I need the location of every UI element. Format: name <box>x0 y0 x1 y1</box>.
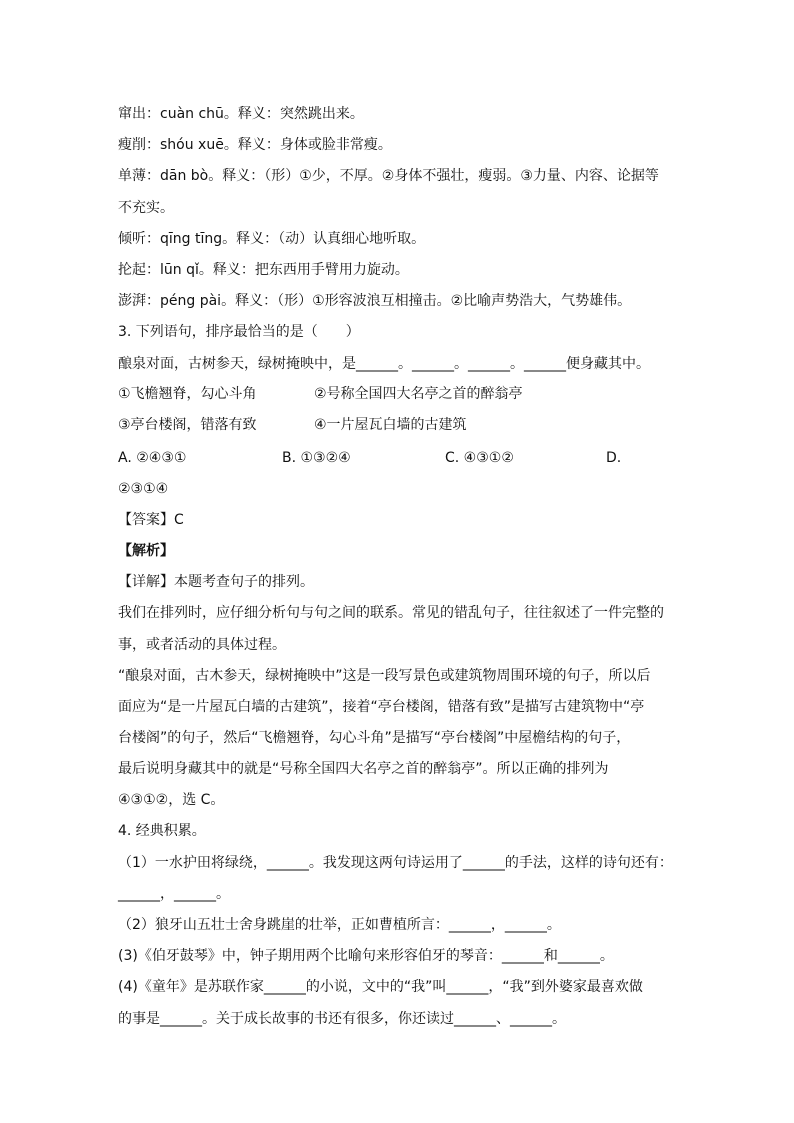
q3-item-3: ③亭台楼阁，错落有致 <box>118 417 257 433</box>
q3-item-4: ④一片屋瓦白墙的古建筑 <box>314 417 467 433</box>
vocab-line-6: 澎湃：péng pài。释义：（形）①形容波浪互相撞击。②比喻声势浩大，气势雄伟。 <box>118 293 632 309</box>
q4-line-5: (4)《童年》是苏联作家______的小说，文中的“我”叫______，“我”到外婆家最喜欢做 <box>118 979 643 995</box>
vocab-line-5: 抡起：lūn qǐ。释义：把东西用手臂用力旋动。 <box>118 262 409 278</box>
q4-line-4: (3)《伯牙鼓琴》中，钟子期用两个比喻句来形容伯牙的琴音：______和______。 <box>118 948 614 964</box>
vocab-line-3: 单薄：dān bò。释义：（形）①少，不厚。②身体不强壮，瘦弱。③力量、内容、论据等 <box>118 168 659 184</box>
vocab-line-3-cont: 不充实。 <box>118 200 174 216</box>
q3-detail-5: 面应为“是一片屋瓦白墙的古建筑”，接着“亭台楼阁，错落有致”是描写古建筑物中“亭 <box>118 699 645 715</box>
q3-item-1: ①飞檐翘脊，勾心斗角 <box>118 386 257 402</box>
vocab-line-2: 瘦削：shóu xuē。释义：身体或脸非常瘦。 <box>118 137 392 153</box>
vocab-line-1: 窜出：cuàn chū。释义：突然跳出来。 <box>118 106 364 122</box>
q3-answer: 【答案】C <box>118 512 184 528</box>
q3-detail-8: ④③①②，选 C。 <box>118 792 225 808</box>
q3-detail-7: 最后说明身藏其中的就是“号称全国四大名亭之首的醉翁亭”。所以正确的排列为 <box>118 761 609 777</box>
q3-option-d: D. <box>606 450 622 466</box>
q3-analysis-label: 【解析】 <box>118 543 174 559</box>
vocab-line-4: 倾听：qīng tīng。释义：（动）认真细心地听取。 <box>118 231 426 247</box>
q4-line-3: （2）狼牙山五壮士舍身跳崖的壮举，正如曹植所言：______，______。 <box>118 917 561 933</box>
q3-stem: 3. 下列语句，排序最恰当的是（ ） <box>118 324 360 340</box>
q3-detail-6: 台楼阁”的句子，然后“飞檐翘脊，勾心斗角”是描写“亭台楼阁”中屋檐结构的句子， <box>118 730 631 746</box>
q3-detail-1: 【详解】本题考查句子的排列。 <box>118 574 314 590</box>
q4-stem: 4. 经典积累。 <box>118 823 206 839</box>
q3-detail-2: 我们在排列时，应仔细分析句与句之间的联系。常见的错乱句子，往往叙述了一件完整的 <box>118 605 664 621</box>
q3-detail-3: 事，或者活动的具体过程。 <box>118 637 286 653</box>
q3-detail-4: “酿泉对面，古木参天，绿树掩映中”这是一段写景色或建筑物周围环境的句子，所以后 <box>118 668 651 684</box>
q4-line-1: （1）一水护田将绿绕，______。我发现这两句诗运用了______的手法，这样的诗句还有： <box>118 855 673 871</box>
q4-line-6: 的事是______。关于成长故事的书还有很多，你还读过______、______。 <box>118 1011 566 1027</box>
q3-option-c: C. ④③①② <box>445 450 514 466</box>
q4-line-2: ______，______。 <box>118 886 230 902</box>
q3-option-b: B. ①③②④ <box>282 450 351 466</box>
q3-option-a: A. ②④③① <box>118 450 187 466</box>
q3-item-2: ②号称全国四大名亭之首的醉翁亭 <box>314 386 523 402</box>
q3-sentence: 酿泉对面，古树参天，绿树掩映中，是______。______。______。______便身藏其中。 <box>118 356 650 372</box>
q3-option-d-value: ②③①④ <box>118 481 169 497</box>
